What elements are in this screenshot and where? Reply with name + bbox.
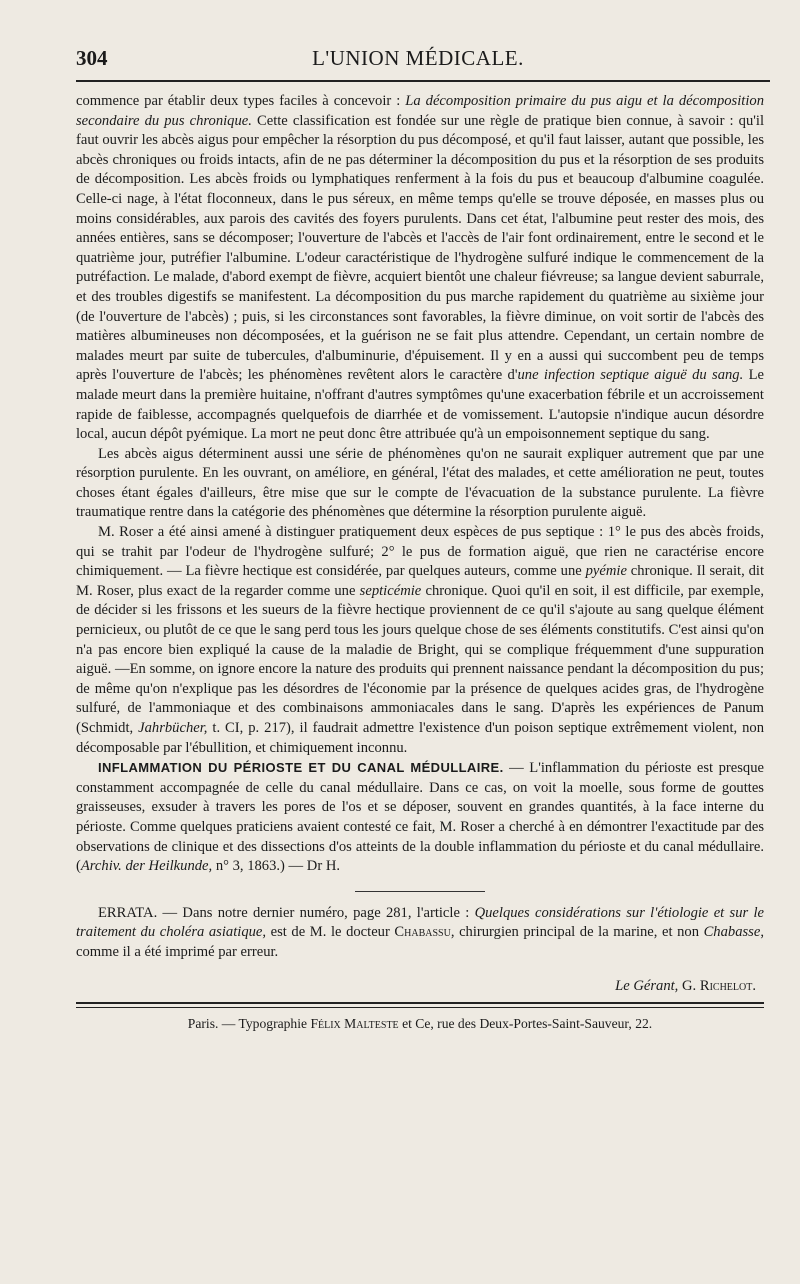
smallcaps-run: Chabassu xyxy=(394,924,451,941)
signature-name: Richelot. xyxy=(699,977,756,994)
text-run: , chirurgien principal de la marine, et non xyxy=(450,924,704,941)
text-run: Paris. — Typographie xyxy=(187,1016,311,1032)
page-header xyxy=(76,44,760,78)
text-run: — Dans notre dernier numéro, page 281, l'article : xyxy=(157,904,475,921)
text-run: est de M. le docteur xyxy=(266,924,395,941)
italic-run: La décomposition primaire du pus aigu et la décomposition secondaire du pus chronique. xyxy=(76,93,764,129)
page-number: 304 xyxy=(76,46,108,70)
text-run: commence par établir deux types faciles à concevoir : xyxy=(76,93,406,109)
italic-run: septicémie xyxy=(359,582,422,599)
errata-label: ERRATA. xyxy=(98,904,158,921)
paragraph-4 xyxy=(76,758,764,877)
text-run: Le malade meurt dans la première huitaine, n'offrant d'autres symptômes qu'une exacerbation fébrile et un accroissement rapide de faiblesse, accompagnés quelquefois de diarrhée et de vomissement. L'autopsie n'indique aucun désordre local, aucun dépôt pyémique. La mort ne peut donc être attribuée qu'à un empoisonnement septique du sang. xyxy=(76,367,764,443)
section-heading: INFLAMMATION DU PÉRIOSTE ET DU CANAL MÉDULLAIRE. xyxy=(98,760,504,776)
text-run: Cette classification est fondée sur une règle de pratique bien connue, à savoir : qu'il faut ouvrir les abcès aigus pour empêcher la résorption du pus décomposé, et qu'il faut laisser, autant que possible, les abcès chroniques ou froids intacts, afin de ne pas déterminer la décomposition du pus et la résorption de ses produits de décomposition. Les abcès froids ou lymphatiques renferment à la fois du pus et beaucoup d'albumine coagulée. Celle-ci nage, à l'état floconneux, dans le pus séreux, en même temps qu'elle se trouve déposée, en masses plus ou moins considérables, aux parois des cavités des foyers purulents. Dans cet état, l'albumine peut rester des mois, des années entières, sans se décomposer; l'ouverture de l'abcès et l'accès de l'air font ordinairement, entre le second et le quatrième jour, putréfier l'albumine. L'odeur caractéristique de l'hydrogène sulfuré indique le commencement de la putréfaction. Le malade, d'abord exempt de fièvre, acquiert bientôt une chaleur fiévreuse; sa langue devient saburrale, et des troubles digestifs se manifestent. La décomposition du pus marche rapidement du quatrième au sixième jour (de l'ouverture de l'abcès) ; puis, si les circonstances sont favorables, la fièvre diminue, on voit sortir de l'abcès des matières albumineuses non décomposées, et la guérison ne se fait plus attendre. Cependant, un certain nombre de malades meurt par suite de tubercules, d'albuminurie, d'épuisement. Il y en a aussi qui succombent peu de temps après l'ouverture de l'abcès; les phénomènes revêtent alors le caractère d' xyxy=(76,112,764,384)
running-title: L'UNION MÉDICALE. xyxy=(312,46,524,70)
text-run: n° 3, 1863.) — Dr H. xyxy=(212,858,341,875)
paragraph-3 xyxy=(76,523,764,758)
paragraph-1 xyxy=(76,92,764,445)
footer-rule xyxy=(76,1002,764,1008)
smallcaps-run: Félix Malteste xyxy=(310,1016,399,1032)
italic-run: une infection septique aiguë du sang. xyxy=(517,367,744,384)
italic-run: Quelques considérations sur l'étiologie et sur le traitement du choléra asiatique, xyxy=(76,904,765,941)
text-run: M. Roser a été ainsi amené à distinguer pratiquement deux espèces de pus septique : 1° le pus des abcès froids, qui se trahit par l'odeur de l'hydrogène sulfuré; 2° le pus de formation aiguë, que rien ne caractérise encore chimiquement. — La fièvre hectique est considérée, par quelques auteurs, comme une xyxy=(76,524,764,580)
text-run: chronique. Il serait, dit M. Roser, plus exact de la regarder comme une xyxy=(76,563,764,599)
italic-run: Archiv. der Heilkunde, xyxy=(80,858,213,875)
section-divider xyxy=(355,891,485,892)
text-run: , comme il a été imprimé par erreur. xyxy=(76,924,764,960)
signature-role: Le Gérant, xyxy=(615,977,679,994)
manager-signature xyxy=(76,977,764,997)
italic-run: Jahrbücher, xyxy=(138,720,208,736)
printer-imprint xyxy=(76,1014,764,1034)
text-run: chronique. Quoi qu'il en soit, il est difficile, par exemple, de décider si les frissons et les sueurs de la fièvre hectique proviennent de ce qu'il s'ajoute au sang quelque élément pernicieux, ou plutôt de ce que le sang perd tous les jours quelque chose de ses éléments constitutifs. C'est ainsi qu'on n'a pas encore bien expliqué la cause de la maladie de Bright, qui se complique fréquemment d'une suppuration aiguë. —En somme, on ignore encore la nature des produits qui prennent naissance pendant la décomposition du pus; de même qu'on n'explique pas les désordres de l'économie par la présence de quelques acides gras, de l'hydrogène sulfuré, de l'ammoniaque et des combinaisons ammoniacales dans le sang. D'après les expériences de Panum (Schmidt, xyxy=(76,582,764,736)
text-run: — L'inflammation du périoste est presque constamment accompagnée de celle du canal médullaire. Dans ce cas, on voit la moelle, sous forme de gouttes graisseuses, exsuder à travers les pores de l'os et se déposer, souvent en grandes quantités, à la face interne du périoste. Comme quelques praticiens avaient contesté ce fait, M. Roser a cherché à en démontrer l'exactitude par des observations de clinique et des dissections d'os atteints de la double inflammation du périoste et du canal médullaire. ( xyxy=(76,760,764,875)
text-run: et Ce, rue des Deux-Portes-Saint-Sauveur, 22. xyxy=(398,1016,653,1032)
italic-run: pyémie xyxy=(585,563,627,580)
article-body xyxy=(76,92,764,1034)
paragraph-2: Les abcès aigus déterminent aussi une série de phénomènes qu'on ne saurait expliquer autrement que par une résorption purulente. En les ouvrant, on améliore, en général, l'état des malades, et cette amélioration ne peut, toutes choses étant égales d'ailleurs, être mise que sur le compte de l'évacuation de la substance purulente. La fièvre traumatique rentre dans la catégorie des phénomènes que détermine la résorption purulente aiguë. xyxy=(76,445,764,521)
italic-run: Chabasse xyxy=(703,924,761,941)
text-run: t. CI, p. 217), il faudrait admettre l'existence d'un poison septique extrêmement violent, non décomposable par l'ébullition, et chimiquement inconnu. xyxy=(76,720,764,756)
header-rule xyxy=(76,80,770,82)
text-run: G. xyxy=(678,977,700,994)
errata-note xyxy=(76,904,764,963)
